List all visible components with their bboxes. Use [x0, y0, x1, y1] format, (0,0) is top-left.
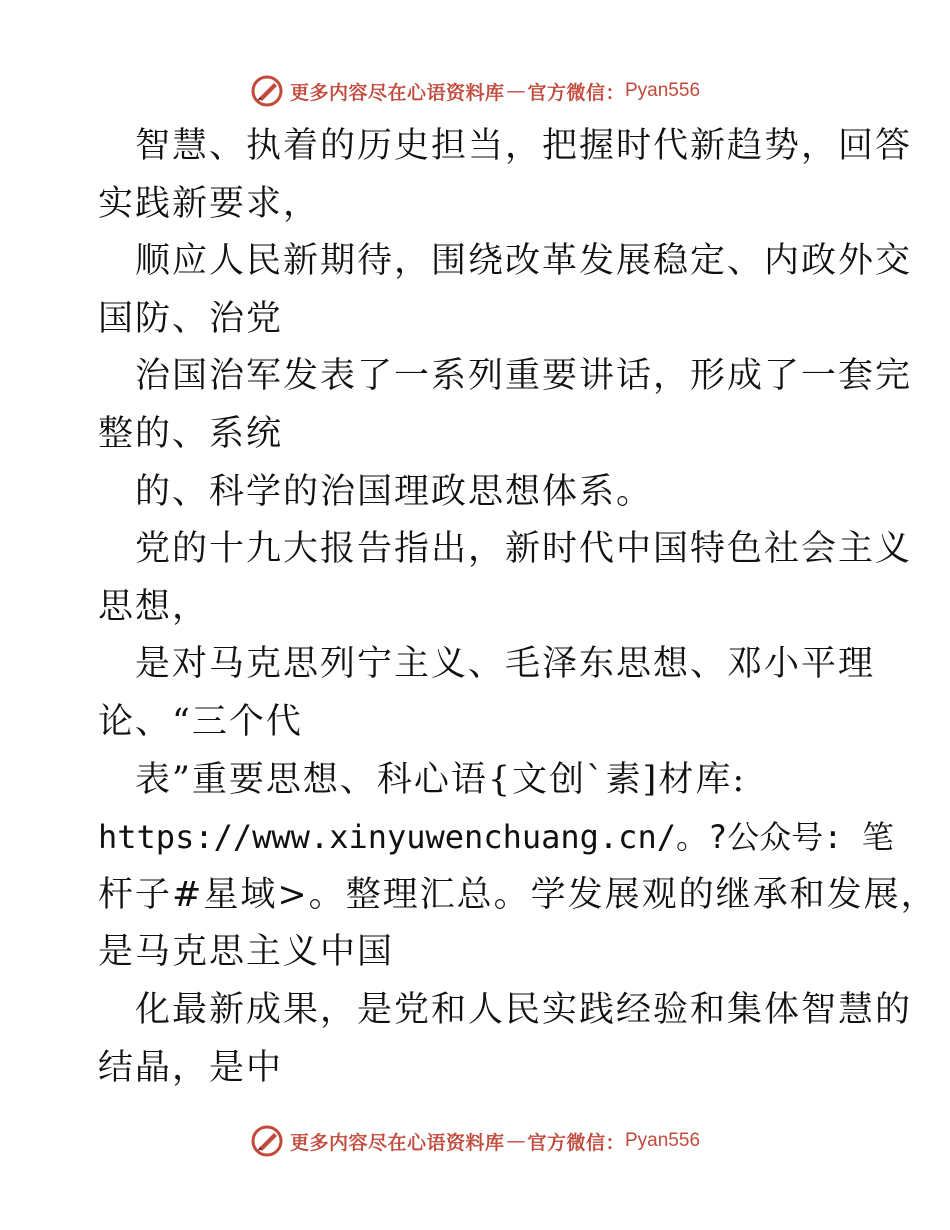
text-line: 杆子#星域>。整理汇总。学发展观的继承和发展，	[98, 874, 938, 915]
text-line: 化最新成果，是党和人民实践经验和集体智慧的	[135, 989, 913, 1030]
banner-title: 更多内容尽在心语资料库	[289, 81, 505, 104]
banner-title: 更多内容尽在心语资料库	[289, 1131, 505, 1154]
text-line: 思想，	[98, 586, 210, 627]
text-line: 是对马克思列宁主义、毛泽东思想、邓小平理	[135, 644, 876, 685]
wechat-id: Pyan556	[625, 1130, 701, 1151]
banner-separator: —	[506, 80, 526, 102]
footer-banner	[0, 1121, 950, 1161]
text-line: 国防、治党	[98, 298, 284, 339]
quill-logo-icon	[250, 74, 284, 108]
text-line: 的、科学的治国理政思想体系。	[135, 471, 654, 512]
text-line: 党的十九大报告指出，新时代中国特色社会主义	[135, 529, 913, 570]
text-line: 治国治军发表了一系列重要讲话，形成了一套完	[135, 356, 913, 397]
banner-separator: —	[506, 1130, 526, 1152]
text-line: 实践新要求，	[98, 183, 321, 224]
wechat-id: Pyan556	[625, 80, 701, 101]
text-line: 是马克思主义中国	[98, 932, 395, 973]
text-line: 结晶，是中	[98, 1047, 284, 1088]
text-line: 论、“三个代	[98, 701, 303, 742]
text-line: 整的、系统	[98, 413, 284, 454]
url-line: https://www.xinyuwenchuang.cn/。?公众号: 笔	[98, 818, 894, 857]
document-body	[98, 118, 938, 1097]
wechat-label: 官方微信：	[527, 81, 625, 104]
header-banner	[0, 71, 950, 111]
wechat-label: 官方微信：	[527, 1131, 625, 1154]
text-line: 智慧、执着的历史担当，把握时代新趋势，回答	[135, 126, 913, 166]
quill-logo-icon	[250, 1124, 284, 1158]
text-line: 表”重要思想、科心语{文创`素]材库:	[135, 759, 747, 800]
text-line: 顺应人民新期待，围绕改革发展稳定、内政外交	[135, 241, 913, 282]
